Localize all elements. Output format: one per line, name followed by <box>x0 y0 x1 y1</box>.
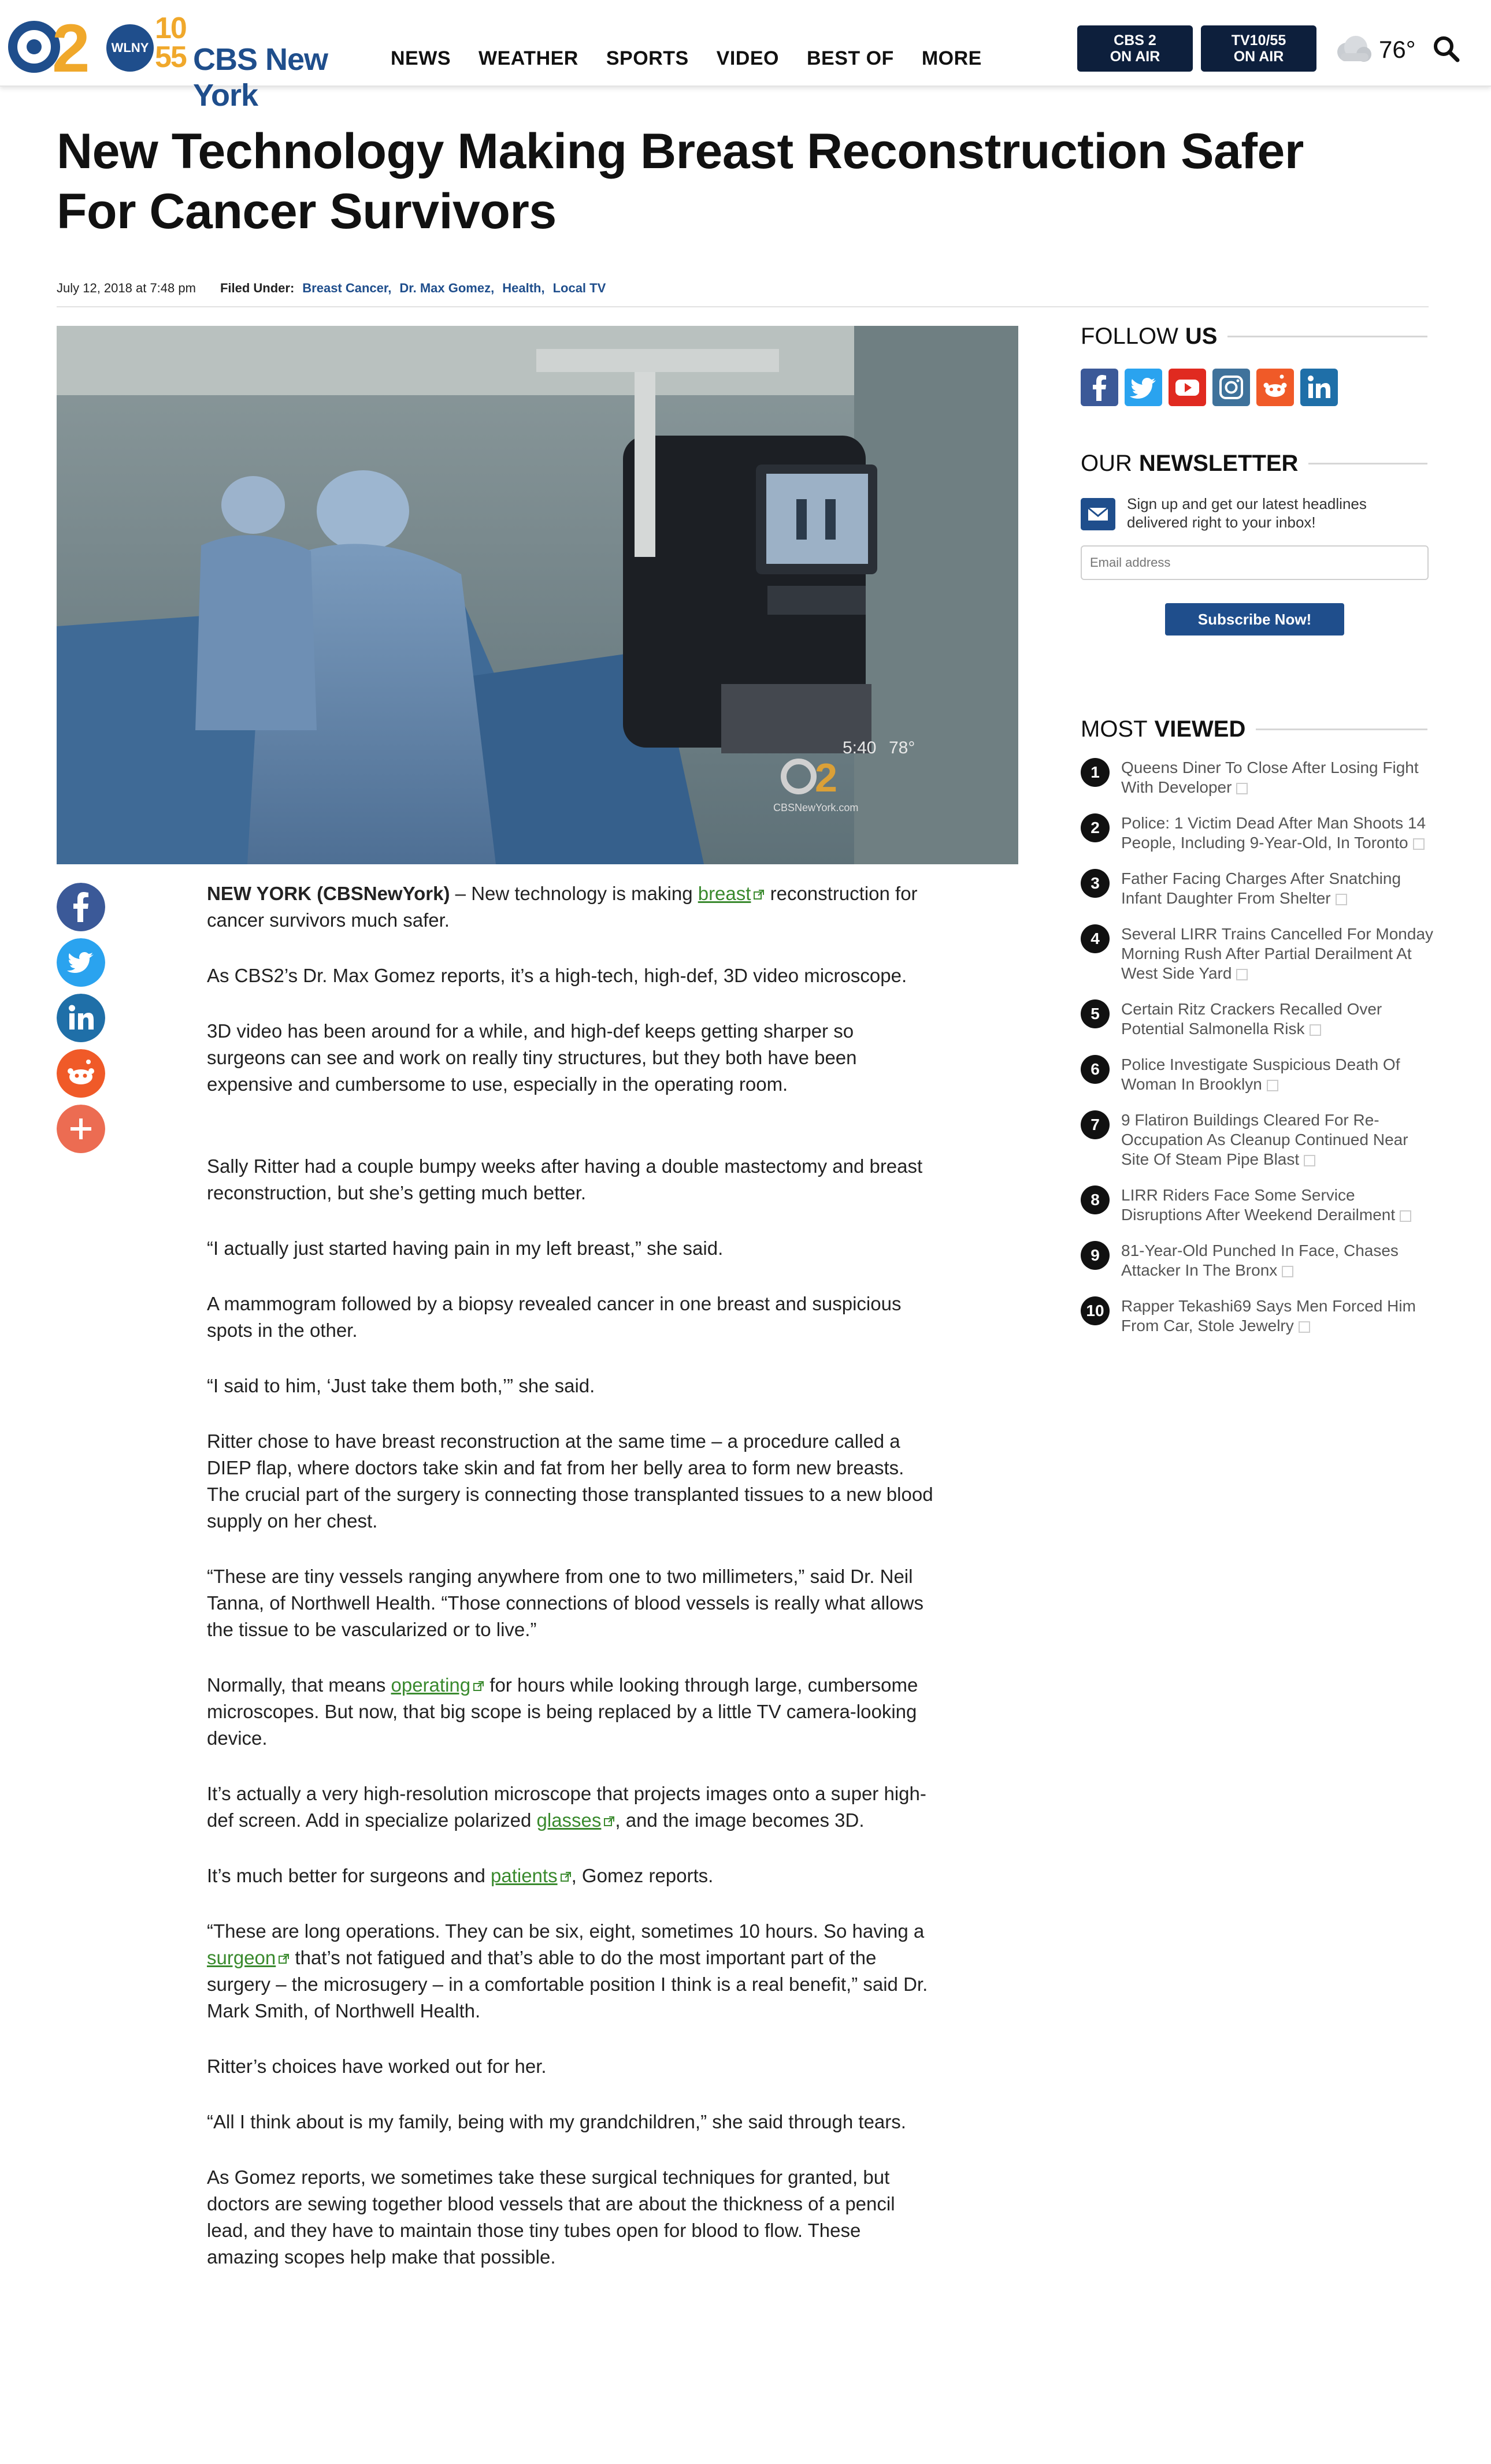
nav-more[interactable]: MORE <box>921 47 982 69</box>
follow-us-heading: FOLLOW US <box>1081 324 1427 350</box>
operating-room-illustration <box>57 326 1018 864</box>
external-link-icon <box>473 1681 484 1692</box>
linkedin-icon[interactable] <box>1300 369 1338 406</box>
article-paragraph: Normally, that means operating for hours while looking through large, cumbersome microscopes. But now, that big scope is being replaced by a little TV camera-looking device. <box>207 1674 918 1749</box>
subscribe-button[interactable]: Subscribe Now! <box>1165 603 1344 635</box>
email-input[interactable] <box>1081 545 1429 580</box>
article-paragraph: “I said to him, ‘Just take them both,’” she said. <box>207 1375 595 1396</box>
video-icon <box>1236 783 1248 794</box>
linkedin-share-icon[interactable] <box>57 994 105 1042</box>
most-viewed-heading: MOST VIEWED <box>1081 716 1427 742</box>
most-viewed-item[interactable]: 6 Police Investigate Suspicious Death Of Woman In Brooklyn <box>1081 1055 1433 1110</box>
article-paragraph: A mammogram followed by a biopsy revealed cancer in one breast and suspicious spots in the other. <box>207 1293 902 1341</box>
rank-badge: 10 <box>1081 1296 1110 1325</box>
most-viewed-item[interactable]: 7 9 Flatiron Buildings Cleared For Re-Occupation As Cleanup Continued Near Site Of Steam Pipe Blast <box>1081 1110 1433 1185</box>
most-viewed-item[interactable]: 4 Several LIRR Trains Cancelled For Monday Morning Rush After Partial Derailment At West Side Yard <box>1081 924 1433 999</box>
link-operating[interactable]: operating <box>391 1674 471 1696</box>
external-link-icon <box>278 1953 290 1965</box>
logo-text: CBS New York <box>193 42 328 113</box>
search-icon[interactable] <box>1432 35 1460 62</box>
most-viewed-item[interactable]: 9 81-Year-Old Punched In Face, Chases Attacker In The Bronx <box>1081 1241 1433 1296</box>
dateline: NEW YORK (CBSNewYork) <box>207 883 450 904</box>
video-icon <box>1413 838 1425 850</box>
hero-overlay-temp: 78° <box>889 738 915 757</box>
logo-wlny: WLNY <box>106 24 154 72</box>
on-air-label: TV10/55 <box>1231 32 1286 49</box>
hero-overlay-site: CBSNewYork.com <box>773 802 859 813</box>
instagram-icon[interactable] <box>1212 369 1250 406</box>
hero-video-image[interactable] <box>57 326 1018 864</box>
most-viewed-item[interactable]: 3 Father Facing Charges After Snatching Infant Daughter From Shelter <box>1081 869 1433 924</box>
site-logo[interactable] <box>8 10 361 113</box>
filed-under-label: Filed Under: <box>220 281 295 295</box>
article-paragraph: “These are tiny vessels ranging anywhere from one to two millimeters,” said Dr. Neil Tanna, of Northwell Health. “Those connections of blood vessels is really what allows the tissue to be vascularized or to live.” <box>207 1566 923 1640</box>
twitter-icon[interactable] <box>1125 369 1162 406</box>
article-paragraph: It’s much better for surgeons and patients , Gomez reports. <box>207 1865 714 1886</box>
article-date: July 12, 2018 at 7:48 pm <box>57 281 196 295</box>
article-paragraph: Ritter’s choices have worked out for her. <box>207 2056 547 2077</box>
link-breast[interactable]: breast <box>698 883 751 904</box>
most-viewed-item[interactable]: 10 Rapper Tekashi69 Says Men Forced Him From Car, Stole Jewelry <box>1081 1296 1433 1352</box>
cbs2-on-air-button[interactable] <box>1077 25 1193 72</box>
main-nav <box>391 47 982 70</box>
facebook-share-icon[interactable] <box>57 883 105 931</box>
on-air-sublabel: ON AIR <box>1233 49 1284 65</box>
link-patients[interactable]: patients <box>491 1865 558 1886</box>
most-viewed-item[interactable]: 1 Queens Diner To Close After Losing Fight With Developer <box>1081 758 1433 813</box>
article-title: New Technology Making Breast Reconstruction Safer For Cancer Survivors <box>57 124 1304 239</box>
video-icon <box>1282 1266 1293 1277</box>
video-icon <box>1236 969 1248 980</box>
rank-badge: 4 <box>1081 924 1110 953</box>
video-icon <box>1299 1321 1310 1333</box>
newsletter-heading: OUR NEWSLETTER <box>1081 451 1427 477</box>
external-link-icon <box>603 1816 615 1827</box>
facebook-icon[interactable] <box>1081 369 1118 406</box>
rank-badge: 6 <box>1081 1055 1110 1084</box>
article-paragraph: Ritter chose to have breast reconstruction at the same time – a procedure called a DIEP flap, where doctors take skin and fat from her belly area to form new breasts. The crucial part of the surgery is connecting those transplanted tissues to a new blood supply on her chest. <box>207 1430 933 1532</box>
nav-video[interactable]: VIDEO <box>716 47 779 69</box>
reddit-icon[interactable] <box>1256 369 1294 406</box>
tag-link[interactable]: Health, <box>502 281 545 295</box>
external-link-icon <box>753 889 765 901</box>
tag-link[interactable]: Local TV <box>552 281 606 295</box>
external-link-icon <box>560 1871 572 1883</box>
logo-two: 2 <box>52 10 87 87</box>
video-icon <box>1400 1210 1411 1222</box>
site-header <box>0 0 1491 113</box>
envelope-icon <box>1081 498 1115 530</box>
most-viewed-item[interactable]: 2 Police: 1 Victim Dead After Man Shoots 14 People, Including 9-Year-Old, In Toronto <box>1081 813 1433 869</box>
video-icon <box>1336 894 1347 905</box>
video-icon <box>1304 1155 1315 1166</box>
logo-1055: 10 55 <box>155 12 186 74</box>
twitter-share-icon[interactable] <box>57 938 105 987</box>
article-body <box>207 880 935 2299</box>
nav-sports[interactable]: SPORTS <box>606 47 689 69</box>
link-surgeon[interactable]: surgeon <box>207 1947 276 1968</box>
rank-badge: 7 <box>1081 1110 1110 1139</box>
most-viewed-item[interactable]: 8 LIRR Riders Face Some Service Disruptions After Weekend Derailment <box>1081 1185 1433 1241</box>
tv1055-on-air-button[interactable] <box>1201 25 1316 72</box>
newsletter-description: Sign up and get our latest headlines delivered right to your inbox! <box>1127 495 1367 531</box>
most-viewed-list <box>1081 758 1433 1352</box>
link-glasses[interactable]: glasses <box>536 1809 602 1831</box>
article-paragraph: “I actually just started having pain in my left breast,” she said. <box>207 1237 724 1259</box>
on-air-label: CBS 2 <box>1114 32 1156 49</box>
article-paragraph: NEW YORK (CBSNewYork) – New technology is making breast reconstruction for cancer survivors much safer. <box>207 883 918 931</box>
rank-badge: 5 <box>1081 999 1110 1028</box>
rank-badge: 2 <box>1081 813 1110 842</box>
article-paragraph: As CBS2’s Dr. Max Gomez reports, it’s a high-tech, high-def, 3D video microscope. <box>207 965 907 986</box>
rank-badge: 1 <box>1081 758 1110 787</box>
svg-text:2: 2 <box>815 755 837 800</box>
nav-best-of[interactable]: BEST OF <box>806 47 894 69</box>
tag-link[interactable]: Breast Cancer, <box>302 281 392 295</box>
article-paragraph: “All I think about is my family, being with my grandchildren,” she said through tears. <box>207 2111 906 2132</box>
video-icon <box>1267 1080 1278 1091</box>
header-divider <box>57 306 1429 307</box>
article-meta <box>57 281 614 296</box>
nav-news[interactable]: NEWS <box>391 47 451 69</box>
article-paragraph: It’s actually a very high-resolution microscope that projects images onto a super high-def screen. Add in specialize polarized glasses , and the image becomes 3D. <box>207 1783 926 1831</box>
article-paragraph: 3D video has been around for a while, and high-def keeps getting sharper so surgeons can see and work on really tiny structures, but they both have been expensive and cumbersome to use, especially in the operating room. <box>207 1020 857 1095</box>
youtube-icon[interactable] <box>1169 369 1206 406</box>
reddit-share-icon[interactable] <box>57 1049 105 1098</box>
hero-overlay-time: 5:40 <box>843 738 877 757</box>
rank-badge: 8 <box>1081 1185 1110 1214</box>
social-links <box>1081 369 1338 406</box>
cloud-icon[interactable] <box>1333 32 1373 67</box>
article-paragraph: As Gomez reports, we sometimes take these surgical techniques for granted, but doctors are sewing together blood vessels that are about the thickness of a pencil lead, and they have to maintain those tiny tubes open for blood to flow. These amazing scopes help make that possible. <box>207 2166 895 2268</box>
most-viewed-item[interactable]: 5 Certain Ritz Crackers Recalled Over Potential Salmonella Risk <box>1081 999 1433 1055</box>
article-paragraph: “These are long operations. They can be six, eight, sometimes 10 hours. So having a surgeon that’s not fatigued and that’s able to do the most important part of the surgery – the microsugery – in a comfortable position I think is a real benefit,” said Dr. Mark Smith, of Northwell Health. <box>207 1920 928 2021</box>
article-paragraph: Sally Ritter had a couple bumpy weeks after having a double mastectomy and breast reconstruction, but she’s getting much better. <box>207 1155 923 1203</box>
weather-temperature[interactable]: 76° <box>1379 36 1416 63</box>
on-air-sublabel: ON AIR <box>1110 49 1160 65</box>
nav-weather[interactable]: WEATHER <box>479 47 578 69</box>
rank-badge: 3 <box>1081 869 1110 898</box>
more-share-icon[interactable] <box>57 1105 105 1153</box>
tag-link[interactable]: Dr. Max Gomez, <box>399 281 495 295</box>
video-icon <box>1310 1024 1321 1036</box>
rank-badge: 9 <box>1081 1241 1110 1270</box>
